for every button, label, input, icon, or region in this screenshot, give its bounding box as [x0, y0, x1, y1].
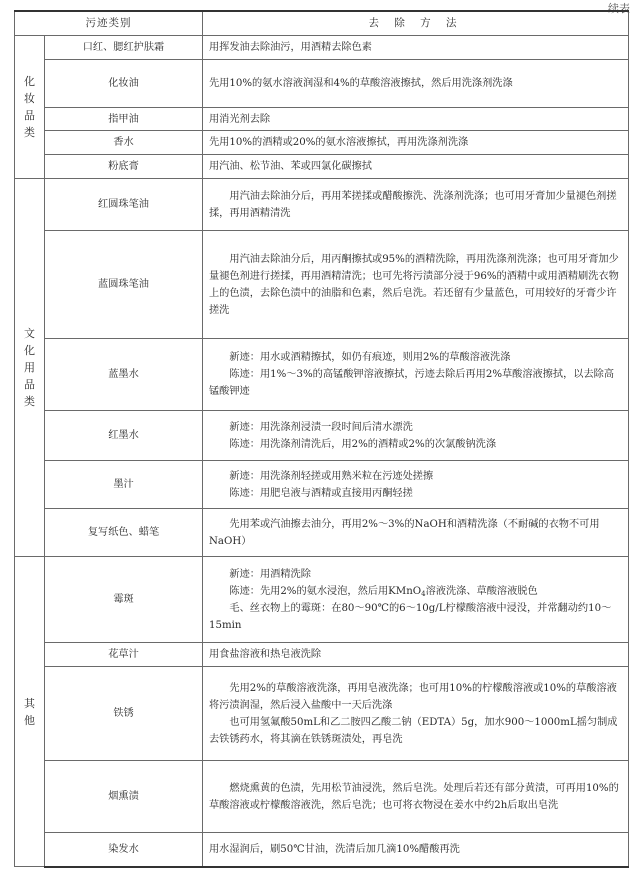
- method-line: 燃烧熏黄的色渍，先用松节油浸洗，然后皂洗。处理后若还有部分黄渍，可再用10%的草酸溶液或柠檬酸溶液洗，然后皂洗；也可将衣物浸在姜水中约2h后取出皂洗: [209, 782, 619, 811]
- method-text: 溶液洗涤、草酸溶液脱色: [425, 585, 538, 597]
- table-row: [15, 509, 629, 557]
- stain-name: 墨汁: [45, 461, 203, 509]
- method-text: 陈迹：先用2%的氨水浸泡，然后用KMnO: [229, 585, 422, 597]
- method-line: 用食盐溶液和热皂液洗除: [209, 649, 322, 660]
- table-row: [15, 667, 629, 761]
- removal-method: [203, 131, 629, 155]
- table-row: [15, 643, 629, 667]
- removal-method: [203, 557, 629, 643]
- method-line: 新迹：用洗涤剂浸渍一段时间后清水漂洗: [229, 421, 413, 433]
- stain-name: 红墨水: [45, 411, 203, 461]
- table-row: [15, 131, 629, 155]
- table-row: [15, 231, 629, 339]
- stain-name: 指甲油: [45, 108, 203, 131]
- removal-method: [203, 36, 629, 60]
- method-line: 先用苯或汽油擦去油分，再用2%～3%的NaOH和酒精洗涤（不耐碱的衣物不可用NaOH）: [209, 518, 600, 547]
- table-row: [15, 108, 629, 131]
- table-row: [15, 461, 629, 509]
- table-row: [15, 36, 629, 60]
- table-row: [15, 411, 629, 461]
- category-label: 文化用品类: [24, 327, 35, 408]
- method-line: 新迹：用水或酒精擦拭，如仍有痕迹，则用2%的草酸溶液洗涤: [229, 352, 511, 363]
- removal-method: [203, 411, 629, 461]
- table-row: [15, 339, 629, 411]
- subscript: 4: [421, 589, 426, 598]
- stain-name: 花草汁: [45, 643, 203, 667]
- stain-removal-table: [14, 10, 629, 868]
- stain-name: 蓝墨水: [45, 339, 203, 411]
- table-row: [15, 155, 629, 179]
- removal-method: [203, 155, 629, 179]
- method-line: 新迹：用酒精洗除: [229, 568, 311, 580]
- stain-name: 铁锈: [45, 667, 203, 761]
- table-row: [15, 60, 629, 108]
- removal-method: [203, 231, 629, 339]
- method-line: 陈迹：用洗涤剂清洗后，用2%的酒精或2%的次氯酸钠洗涤: [229, 438, 497, 450]
- method-line: 陈迹：用1%～3%的高锰酸钾溶液擦拭，污迹去除后再用2%草酸溶液擦拭，以去除高锰酸钾迹: [209, 369, 615, 397]
- header-removal-method: 去 除 方 法: [203, 11, 629, 36]
- stain-name: 复写纸色、蜡笔: [45, 509, 203, 557]
- table-row: [15, 557, 629, 643]
- category-label: 其他: [24, 696, 35, 727]
- stain-name: 香水: [45, 131, 203, 155]
- method-line: 毛、丝衣物上的霉斑：在80～90℃的6～10g/L柠檬酸溶液中浸没，并常翻动约10～15min: [209, 602, 612, 631]
- removal-method: [203, 461, 629, 509]
- removal-method: [203, 761, 629, 833]
- method-line: 先用10%的氨水溶液润湿和4%的草酸溶液擦拭，然后用洗涤剂洗涤: [209, 78, 513, 89]
- method-line: 陈迹：用肥皂液与酒精或直接用丙酮轻搓: [229, 487, 413, 499]
- stain-name: 霉斑: [45, 557, 203, 643]
- stain-name: 染发水: [45, 833, 203, 867]
- category-cell: [15, 179, 45, 557]
- stain-name: 化妆油: [45, 60, 203, 108]
- removal-method: [203, 179, 629, 231]
- method-line: 用汽油去除油分后，用丙酮擦拭或95%的酒精洗除，再用洗涤剂洗涤；也可用牙膏加少量褪色剂进行搓揉，再用酒精清洗；也可先将污渍部分浸于96%的酒精中或用酒精刷洗衣物上的色渍，去除色渍中的油脂和色素，然后皂洗。若还留有少量蓝色，可用较好的牙膏少许搓洗: [209, 253, 619, 316]
- method-line: 先用2%的草酸溶液洗涤，再用皂液洗涤；也可用10%的柠檬酸溶液或10%的草酸溶液将污渍润湿，然后浸入盐酸中一天后洗涤: [209, 682, 617, 711]
- method-line: 新迹：用洗涤剂轻搓或用熟米粒在污迹处搓擦: [229, 470, 434, 482]
- removal-method: [203, 667, 629, 761]
- table-header-row: [15, 11, 629, 36]
- removal-method: [203, 509, 629, 557]
- stain-name: 烟熏渍: [45, 761, 203, 833]
- stain-name: 口红、腮红护肤霜: [45, 36, 203, 60]
- removal-method: [203, 60, 629, 108]
- removal-method: [203, 643, 629, 667]
- stain-name: 红圆珠笔油: [45, 179, 203, 231]
- table-row: [15, 179, 629, 231]
- header-stain-type: 污迹类别: [15, 11, 203, 36]
- stain-name: 粉底膏: [45, 155, 203, 179]
- method-line: 用挥发油去除油污，用酒精去除色素: [209, 42, 372, 53]
- category-cell: [15, 36, 45, 179]
- method-line: [209, 583, 622, 600]
- category-label: 化妆品类: [24, 75, 35, 139]
- removal-method: [203, 108, 629, 131]
- stain-name: 蓝圆珠笔油: [45, 231, 203, 339]
- method-line: 也可用氢氟酸50mL和乙二胺四乙酸二钠（EDTA）5g，加水900～1000mL摇匀制成去铁锈药水，将其滴在铁锈斑渍处，再皂洗: [209, 716, 618, 745]
- method-line: 先用10%的酒精或20%的氨水溶液擦拭，再用洗涤剂洗涤: [209, 137, 469, 148]
- table-row: [15, 833, 629, 867]
- removal-method: [203, 833, 629, 867]
- continued-label: 续表: [608, 2, 630, 15]
- table-row: [15, 761, 629, 833]
- method-line: 用汽油去除油分后，再用苯搓揉或醋酸擦洗、洗涤剂洗涤；也可用牙膏加少量褪色剂搓揉，再用酒精清洗: [209, 190, 617, 219]
- method-line: 用消光剂去除: [209, 113, 271, 125]
- method-line: 用汽油、松节油、苯或四氯化碳擦拭: [209, 161, 372, 172]
- category-cell: [15, 557, 45, 867]
- method-line: 用水湿润后，刷50℃甘油，洗清后加几滴10%醋酸再洗: [209, 843, 460, 855]
- removal-method: [203, 339, 629, 411]
